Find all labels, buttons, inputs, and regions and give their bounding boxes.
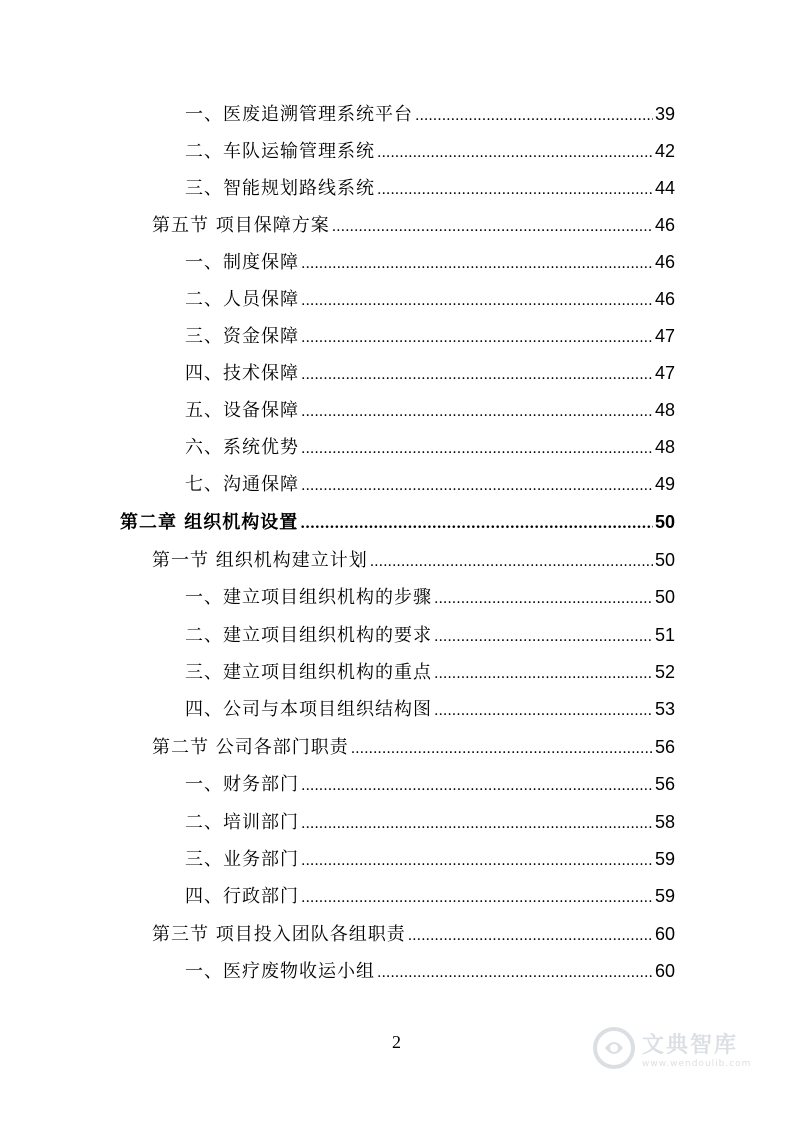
toc-entry-label: 一、建立项目组织机构的步骤 — [185, 587, 432, 608]
toc-entry-label: 四、公司与本项目组织结构图 — [185, 699, 432, 720]
toc-entry-page: 46 — [654, 289, 675, 309]
toc-section-entry[interactable] — [152, 546, 675, 583]
toc-dot-leader — [332, 219, 653, 235]
toc-entry-page: 59 — [654, 849, 675, 869]
toc-entry-label: 三、资金保障 — [185, 326, 299, 347]
toc-entry-page: 46 — [654, 215, 675, 235]
toc-entry[interactable] — [185, 174, 675, 211]
toc-entry-label: 二、培训部门 — [185, 812, 299, 833]
toc-entry[interactable] — [185, 695, 675, 732]
toc-section-entry[interactable] — [152, 211, 675, 248]
page-number: 2 — [392, 1032, 401, 1052]
toc-entry-label: 第一节 组织机构建立计划 — [152, 550, 368, 571]
toc-dot-leader — [351, 741, 653, 757]
toc-dot-leader — [301, 441, 653, 457]
toc-entry-label: 三、建立项目组织机构的重点 — [185, 662, 432, 683]
toc-entry-page: 60 — [654, 961, 675, 981]
toc-dot-leader — [301, 367, 653, 383]
toc-entry[interactable] — [185, 957, 675, 994]
toc-dot-leader — [300, 516, 653, 532]
wendou-logo-icon — [592, 1026, 636, 1070]
toc-entry-label: 四、行政部门 — [185, 886, 299, 907]
toc-entry[interactable] — [185, 285, 675, 322]
toc-entry-label: 一、财务部门 — [185, 774, 299, 795]
toc-entry-page: 39 — [654, 104, 675, 124]
toc-entry-page: 56 — [654, 737, 675, 757]
toc-entry-label: 五、设备保障 — [185, 400, 299, 421]
toc-entry-page: 50 — [654, 512, 675, 532]
toc-entry-label: 一、医疗废物收运小组 — [185, 961, 375, 982]
toc-entry-label: 一、医废追溯管理系统平台 — [185, 104, 413, 125]
toc-entry-page: 56 — [654, 774, 675, 794]
toc-entry-label: 第二节 公司各部门职责 — [152, 737, 349, 758]
toc-entry[interactable] — [185, 583, 675, 620]
toc-entry-label: 二、车队运输管理系统 — [185, 141, 375, 162]
toc-entry-page: 53 — [654, 699, 675, 719]
toc-entry-label: 二、人员保障 — [185, 289, 299, 310]
toc-entry[interactable] — [185, 882, 675, 919]
toc-dot-leader — [377, 965, 653, 981]
toc-dot-leader — [301, 330, 653, 346]
toc-entry-label: 第二章 组织机构设置 — [120, 512, 299, 533]
toc-dot-leader — [301, 293, 653, 309]
toc-dot-leader — [408, 928, 653, 944]
toc-entry[interactable] — [185, 658, 675, 695]
watermark-text — [642, 1028, 751, 1069]
toc-entry[interactable] — [185, 621, 675, 658]
toc-entry-page: 47 — [654, 326, 675, 346]
toc-entry-page: 50 — [654, 587, 675, 607]
toc-entry[interactable] — [185, 248, 675, 285]
toc-dot-leader — [301, 478, 653, 494]
watermark-title: 文典智库 — [642, 1032, 739, 1058]
toc-entry-page: 46 — [654, 252, 675, 272]
toc-entry-page: 48 — [654, 437, 675, 457]
toc-entry-label: 三、智能规划路线系统 — [185, 178, 375, 199]
toc-entry-page: 60 — [654, 924, 675, 944]
toc-entry-page: 44 — [654, 178, 675, 198]
toc-entry-label: 三、业务部门 — [185, 849, 299, 870]
toc-section-entry[interactable] — [152, 920, 675, 957]
toc-entry-label: 二、建立项目组织机构的要求 — [185, 625, 432, 646]
toc-dot-leader — [301, 853, 653, 869]
toc-entry[interactable] — [185, 470, 675, 507]
toc-entry[interactable] — [185, 396, 675, 433]
toc-dot-leader — [301, 778, 653, 794]
toc-dot-leader — [377, 182, 653, 198]
toc-entry-page: 48 — [654, 400, 675, 420]
watermark — [592, 1018, 752, 1078]
toc-entry-page: 42 — [654, 141, 675, 161]
toc-entry-page: 52 — [654, 662, 675, 682]
toc-dot-leader — [301, 256, 653, 272]
toc-dot-leader — [301, 890, 653, 906]
toc-dot-leader — [377, 145, 653, 161]
toc-entry-page: 50 — [654, 550, 675, 570]
toc-entry[interactable] — [185, 808, 675, 845]
toc-entry-label: 七、沟通保障 — [185, 474, 299, 495]
toc-dot-leader — [415, 108, 653, 124]
toc-entry-label: 一、制度保障 — [185, 252, 299, 273]
toc-entry-label: 六、系统优势 — [185, 437, 299, 458]
toc-entry[interactable] — [185, 433, 675, 470]
toc-entry-page: 49 — [654, 474, 675, 494]
toc-dot-leader — [434, 703, 653, 719]
watermark-subtitle: www.wendoulib.com — [642, 1058, 752, 1069]
toc-entry-label: 第五节 项目保障方案 — [152, 215, 330, 236]
toc-entry-page: 47 — [654, 363, 675, 383]
toc-entry-page: 58 — [654, 812, 675, 832]
toc-entry[interactable] — [185, 322, 675, 359]
toc-dot-leader — [434, 666, 653, 682]
toc-entry[interactable] — [185, 770, 675, 807]
toc-dot-leader — [301, 404, 653, 420]
toc-dot-leader — [370, 554, 653, 570]
toc-entry-page: 59 — [654, 886, 675, 906]
toc-dot-leader — [434, 591, 653, 607]
toc-entry[interactable] — [185, 845, 675, 882]
toc-chapter-entry[interactable] — [120, 508, 675, 545]
toc-entry-label: 第三节 项目投入团队各组职责 — [152, 924, 406, 945]
toc-entry[interactable] — [185, 359, 675, 396]
toc-dot-leader — [301, 816, 653, 832]
toc-entry-page: 51 — [654, 625, 675, 645]
toc-dot-leader — [434, 629, 653, 645]
toc-section-entry[interactable] — [152, 733, 675, 770]
toc-entry[interactable] — [185, 137, 675, 174]
toc-entry[interactable] — [185, 100, 675, 137]
toc-entry-label: 四、技术保障 — [185, 363, 299, 384]
